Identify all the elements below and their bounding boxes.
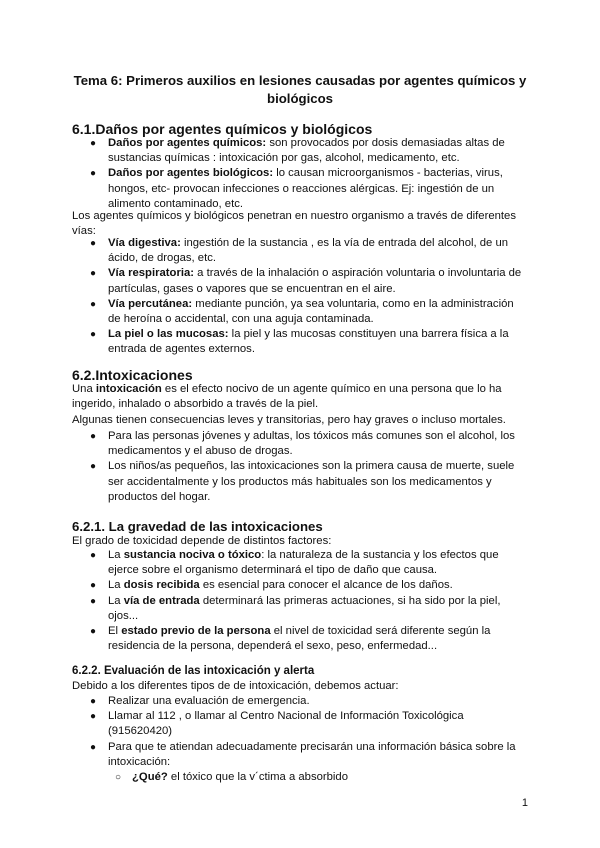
bullet-icon: ● bbox=[90, 298, 97, 310]
bullet-icon: ● bbox=[90, 550, 97, 561]
text-span: Una bbox=[72, 383, 96, 395]
item-text: Para las personas jóvenes y adultas, los tóxicos más comunes son el alcohol, los medicamentos y el abuso de drogas. bbox=[108, 430, 515, 458]
intoxication-definition bbox=[72, 382, 528, 412]
bullet-icon: ● bbox=[90, 461, 97, 473]
bold-term: intoxicación bbox=[95, 383, 162, 395]
item-term: Daños por agentes químicos: bbox=[108, 137, 267, 149]
item-term: ¿Qué? bbox=[132, 771, 168, 784]
item-text: a través de la inhalación o aspiración voluntaria o involuntaria de partículas, gases o vapores que se encuentran en el aire. bbox=[108, 267, 522, 295]
agent-damage-list bbox=[72, 136, 528, 212]
bullet-icon: ● bbox=[90, 268, 97, 280]
bullet-icon: ● bbox=[90, 595, 97, 607]
item-term: Daños por agentes biológicos: bbox=[108, 167, 274, 180]
evaluation-list bbox=[72, 694, 528, 785]
bullet-icon: ● bbox=[90, 168, 97, 180]
item-term: La piel o las mucosas: bbox=[108, 328, 229, 341]
bullet-icon: ● bbox=[90, 711, 97, 723]
bullet-icon: ● bbox=[90, 626, 97, 638]
item-term: Vía percutánea: bbox=[108, 297, 193, 310]
intoxication-groups-list bbox=[72, 429, 528, 505]
list-item bbox=[72, 694, 528, 709]
item-text: el tóxico que la v´ctima a absorbido bbox=[167, 771, 348, 784]
item-term: Vía digestiva: bbox=[108, 237, 181, 249]
toxicity-factors-intro: El grado de toxicidad depende de distintos factores: bbox=[72, 535, 332, 547]
page-number: 1 bbox=[521, 797, 528, 809]
item-text: : la naturaleza de la sustancia y los efectos que ejerce sobre el organismo determinará el tipo de daño que causa. bbox=[108, 549, 499, 577]
bullet-icon: ● bbox=[90, 238, 97, 249]
evaluation-intro: Debido a los diferentes tipos de de intoxicación, debemos actuar: bbox=[72, 680, 399, 692]
item-text: lo causan microorganismos - bacterias, virus, hongos, etc- provocan infecciones o reacciones alérgicas. Ej: ingestión de un alimento contaminado, etc. bbox=[108, 167, 503, 210]
heading-6-2: 6.2.Intoxicaciones bbox=[72, 367, 193, 383]
item-text: Para que te atiendan adecuadamente precisarán una información básica sobre la intoxicación: bbox=[108, 740, 516, 768]
list-item bbox=[72, 297, 528, 327]
item-text: Los niños/as pequeños, las intoxicaciones son la primera causa de muerte, suele ser accidentalmente y los productos más habituales son los medicamentos y productos del hogar. bbox=[108, 460, 515, 503]
item-text: ingestión de la sustancia , es la vía de entrada del alcohol, de un ácido, de drogas, etc. bbox=[108, 237, 509, 265]
intoxication-severity-text: Algunas tienen consecuencias leves y transitorias, pero hay graves o incluso mortales. bbox=[72, 414, 506, 426]
list-item bbox=[72, 709, 528, 739]
sub-list bbox=[72, 770, 528, 785]
item-term: dosis recibida bbox=[123, 579, 200, 592]
item-text: Realizar una evaluación de emergencia. bbox=[108, 695, 310, 707]
bullet-icon: ● bbox=[90, 329, 97, 341]
list-item bbox=[72, 327, 528, 357]
entry-routes-intro: Los agentes químicos y biológicos penetran en nuestro organismo a través de diferentes vías: bbox=[72, 210, 516, 238]
item-text: la piel y las mucosas constituyen una barrera física a la entrada de agentes externos. bbox=[108, 328, 509, 356]
item-text: determinará las primeras actuaciones, si ha sido por la piel, ojos... bbox=[108, 594, 501, 622]
bullet-icon: ● bbox=[90, 580, 97, 592]
list-item bbox=[72, 429, 528, 459]
item-text: es esencial para conocer el alcance de los daños. bbox=[199, 579, 453, 592]
hollow-bullet-icon: ○ bbox=[115, 772, 122, 784]
item-text: son provocados por dosis demasiadas altas de sustancias químicas : intoxicación por gas, alcohol, medicamento, etc. bbox=[108, 137, 505, 165]
list-item bbox=[72, 548, 528, 578]
item-term: vía de entrada bbox=[123, 594, 200, 607]
list-item bbox=[72, 740, 528, 786]
list-item bbox=[72, 578, 528, 593]
heading-6-2-2: 6.2.2. Evaluación de las intoxicación y alerta bbox=[72, 665, 315, 677]
heading-6-1: 6.1.Daños por agentes químicos y biológicos bbox=[72, 121, 373, 137]
toxicity-factors-list bbox=[72, 548, 528, 654]
sub-list-item bbox=[72, 770, 528, 785]
list-item bbox=[72, 459, 528, 505]
item-text: El bbox=[108, 625, 122, 638]
document-title: Tema 6: Primeros auxilios en lesiones causadas por agentes químicos y biológicos bbox=[73, 73, 527, 106]
list-item bbox=[72, 166, 528, 212]
item-term: Vía respiratoria: bbox=[108, 267, 195, 280]
bullet-icon: ● bbox=[90, 696, 97, 707]
item-text: La bbox=[108, 594, 124, 607]
list-item bbox=[72, 594, 528, 624]
item-text: La bbox=[108, 579, 124, 592]
list-item bbox=[72, 624, 528, 654]
list-item bbox=[72, 266, 528, 296]
item-text: mediante punción, ya sea voluntaria, como en la administración de heroína o accidental, con una aguja contaminada. bbox=[108, 297, 514, 326]
list-item bbox=[72, 136, 528, 166]
item-text: el nivel de toxicidad será diferente según la residencia de la persona, dependerá el sexo, peso, enfermedad... bbox=[108, 625, 491, 653]
bullet-icon: ● bbox=[90, 741, 97, 753]
list-item bbox=[72, 236, 528, 266]
item-term: sustancia nociva o tóxico bbox=[123, 549, 262, 561]
item-term: estado previo de la persona bbox=[121, 625, 271, 638]
item-text: Llamar al 112 , o llamar al Centro Nacional de Información Toxicológica (915620420) bbox=[108, 710, 464, 738]
bullet-icon: ● bbox=[90, 138, 97, 149]
item-text: La bbox=[108, 549, 124, 561]
entry-routes-list bbox=[72, 236, 528, 358]
bullet-icon: ● bbox=[90, 431, 97, 442]
text-span: es el efecto nocivo de un agente químico en una persona que lo ha ingerido, inhalado o absorbido a través de la piel. bbox=[72, 383, 502, 411]
heading-6-2-1: 6.2.1. La gravedad de las intoxicaciones bbox=[72, 519, 323, 534]
